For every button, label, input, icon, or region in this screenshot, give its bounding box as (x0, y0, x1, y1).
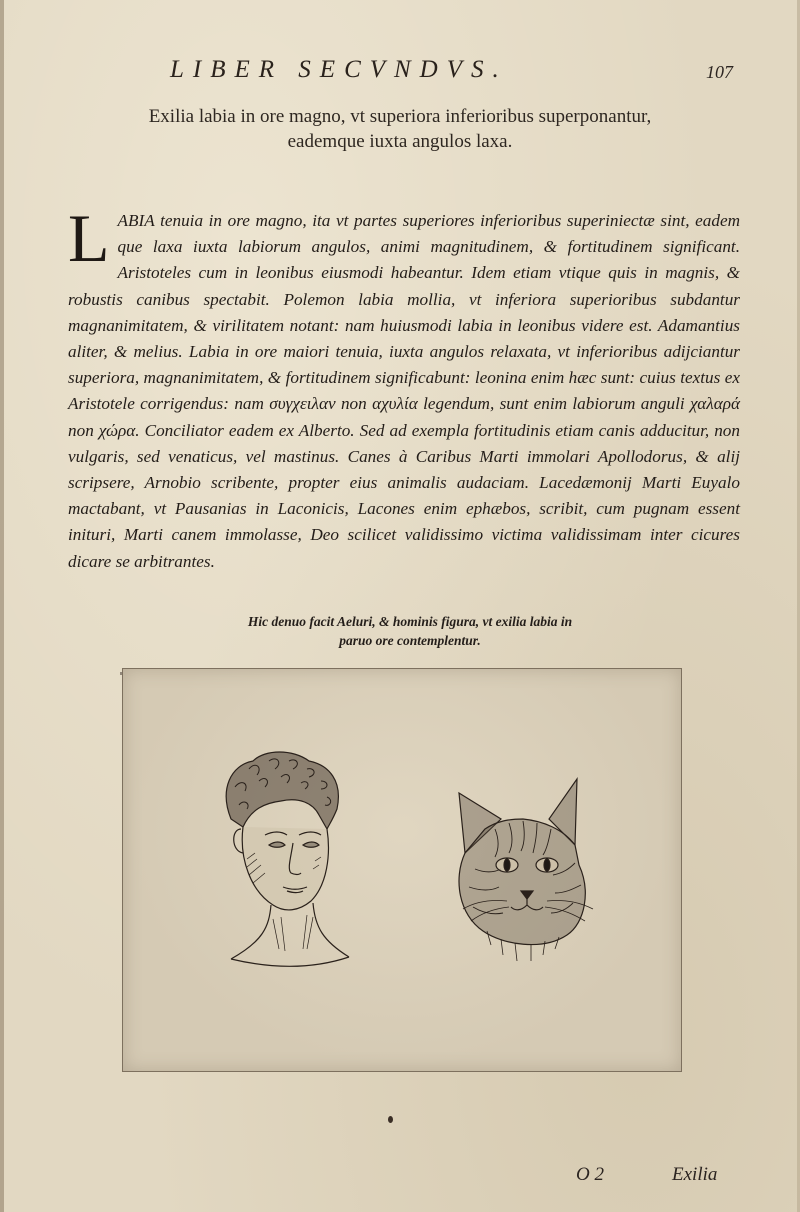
illustration-caption (200, 612, 620, 650)
caption-line-1: Hic denuo facit Aeluri, & hominis figura, vt exilia labia in (247, 614, 573, 629)
cat-head-engraving (459, 779, 593, 961)
body-text: ABIA tenuia in ore magno, ita vt partes superiores inferioribus superiniectæ sint, eadem que laxa iuxta labiorum angulos, animi magnitudinem, & fortitudinem significant. Aristoteles cum in leonibus eiusmodi habeantur. Idem etiam vtique quis in magnis, & robustis canibus spectabit. Polemon labia mollia, vt inferiora superioribus subdantur magnanimitatem, & virilitatem notant: nam huiusmodi labia in leonibus videre est. Adamantius aliter, & melius. Labia in ore maiori tenuia, iuxta angulos relaxata, vt inferioribus adijciantur superiora, magnanimitatem, & fortitudinem significabunt: leonina enim hæc sunt: cuius textus ex Aristotele corrigendus: nam συγχειλαν non αχυλία legendum, sunt enim labiorum anguli χαλαρά non χώρα. Conciliator eadem ex Alberto. Sed ad exempla fortitudinis etiam canis adducitur, non vulgaris, sed venaticus, vel mastinus. Canes à Caribus Marti immolari Apollodorus, & alij scripsere, Arnobio scribente, propter eius animalis audaciam. Lacedæmonij Marti Euyalo mactabant, vt Pausanias in Laconicis, Lacones enim ephæbos, scribit, cum pugnam essent inituri, Marti canem immolasse, Deo scilicet validissimo victima validissimam inter cicures dicare se arbitrantes. (68, 211, 740, 571)
chapter-heading (100, 104, 700, 154)
heading-line-1: Exilia labia in ore magno, vt superiora inferioribus superponantur, (148, 106, 652, 127)
engraving-plate (122, 668, 682, 1072)
body-paragraph (68, 200, 740, 575)
signature-mark: O 2 (576, 1164, 604, 1185)
engraving-illustration (123, 669, 681, 1071)
running-head: LIBER SECVNDVS. (170, 56, 508, 83)
ink-spot (388, 1116, 393, 1123)
catchword: Exilia (672, 1164, 718, 1185)
heading-line-2: eademque iuxta angulos laxa. (287, 131, 513, 152)
caption-line-2: paruo ore contemplentur. (339, 633, 481, 648)
page-number: 107 (706, 62, 733, 82)
drop-cap: L (68, 200, 110, 276)
human-head-engraving (226, 752, 349, 966)
page-gutter-edge (0, 0, 4, 1212)
